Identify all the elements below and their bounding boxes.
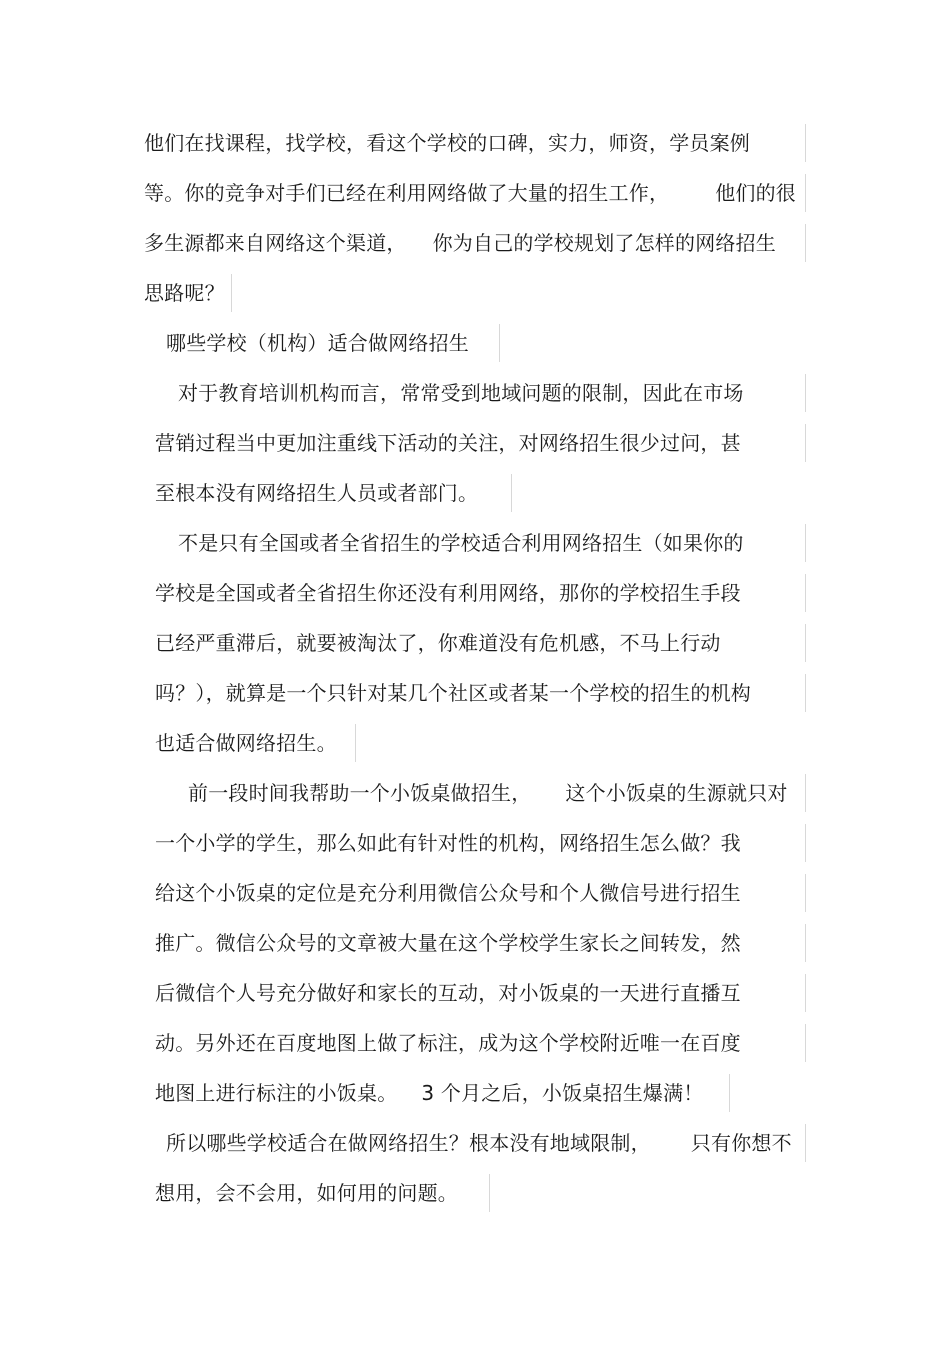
- text-fragment: 给这个小饭桌的定位是充分利用微信公众号和个人微信号进行招生: [155, 881, 741, 905]
- text-line: [155, 974, 741, 1012]
- line-edge: [499, 324, 500, 362]
- text-line: [155, 874, 741, 912]
- line-edge: [805, 224, 806, 262]
- text-line: [178, 374, 744, 412]
- line-edge: [355, 724, 356, 762]
- line-edge: [231, 274, 232, 312]
- text-fragment: 他们的很: [715, 181, 797, 205]
- text-line: [144, 124, 750, 162]
- text-fragment: 吗？），就算是一个只针对某几个社区或者某一个学校的招生的机构: [155, 681, 751, 705]
- text-fragment: 也适合做网络招生。: [155, 731, 337, 755]
- text-line: [155, 924, 741, 962]
- line-edge: [805, 174, 806, 212]
- line-edge: [805, 874, 806, 912]
- text-fragment: 哪些学校（机构）适合做网络招生: [166, 331, 469, 355]
- text-fragment: 多生源都来自网络这个渠道，: [144, 231, 407, 255]
- text-fragment: 前一段时间我帮助一个小饭桌做招生，: [188, 781, 532, 805]
- text-fragment: 思路呢？: [144, 281, 225, 305]
- text-fragment: 学校是全国或者全省招生你还没有利用网络，那你的学校招生手段: [155, 581, 741, 605]
- line-edge: [805, 574, 806, 612]
- section-heading: [166, 324, 469, 362]
- line-edge: [729, 1074, 730, 1112]
- text-fragment: 3 个月之后，小饭桌招生爆满！: [421, 1081, 704, 1105]
- text-line: [166, 1124, 792, 1162]
- text-line: [155, 1074, 704, 1112]
- line-edge: [805, 824, 806, 862]
- text-fragment: 动。另外还在百度地图上做了标注，成为这个学校附近唯一在百度: [155, 1031, 741, 1055]
- text-fragment: 你为自己的学校规划了怎样的网络招生: [432, 231, 777, 255]
- line-edge: [805, 1124, 806, 1162]
- line-edge: [805, 924, 806, 962]
- text-line: [155, 824, 741, 862]
- line-edge: [489, 1174, 490, 1212]
- text-fragment: 地图上进行标注的小饭桌。: [155, 1081, 398, 1105]
- text-fragment: 一个小学的学生，那么如此有针对性的机构，网络招生怎么做？我: [155, 831, 741, 855]
- line-edge: [805, 674, 806, 712]
- text-fragment: 后微信个人号充分做好和家长的互动，对小饭桌的一天进行直播互: [155, 981, 741, 1005]
- line-edge: [805, 774, 806, 812]
- text-fragment: 只有你想不: [690, 1131, 792, 1155]
- text-line: [178, 524, 744, 562]
- line-edge: [805, 374, 806, 412]
- text-fragment: 至根本没有网络招生人员或者部门。: [155, 481, 479, 505]
- text-fragment: 推广。微信公众号的文章被大量在这个学校学生家长之间转发，然: [155, 931, 741, 955]
- text-line: [155, 574, 741, 612]
- text-fragment: 等。你的竞争对手们已经在利用网络做了大量的招生工作，: [144, 181, 670, 205]
- text-fragment: 对于教育培训机构而言，常常受到地域问题的限制，因此在市场: [178, 381, 744, 405]
- text-fragment: 不是只有全国或者全省招生的学校适合利用网络招生（如果你的: [178, 531, 744, 555]
- text-line: [144, 224, 776, 262]
- text-line: [155, 1024, 741, 1062]
- line-edge: [805, 1024, 806, 1062]
- text-fragment: 他们在找课程，找学校，看这个学校的口碑，实力，师资，学员案例: [144, 131, 750, 155]
- text-line: [144, 274, 225, 312]
- text-fragment: 想用，会不会用，如何用的问题。: [155, 1181, 458, 1205]
- text-line: [155, 1174, 458, 1212]
- line-edge: [805, 624, 806, 662]
- text-line: [155, 474, 478, 512]
- line-edge: [805, 974, 806, 1012]
- text-fragment: 已经严重滞后，就要被淘汰了，你难道没有危机感，不马上行动: [155, 631, 721, 655]
- text-fragment: 营销过程当中更加注重线下活动的关注，对网络招生很少过问，甚: [155, 431, 741, 455]
- text-fragment: 这个小饭桌的生源就只对: [565, 781, 788, 805]
- text-line: [155, 674, 751, 712]
- line-edge: [805, 124, 806, 162]
- text-line: [155, 724, 337, 762]
- text-fragment: 所以哪些学校适合在做网络招生？根本没有地域限制，: [166, 1131, 651, 1155]
- text-line: [144, 174, 796, 212]
- line-edge: [511, 474, 512, 512]
- line-edge: [805, 424, 806, 462]
- text-line: [155, 424, 741, 462]
- line-edge: [805, 524, 806, 562]
- text-line: [155, 624, 721, 662]
- text-line: [188, 774, 788, 812]
